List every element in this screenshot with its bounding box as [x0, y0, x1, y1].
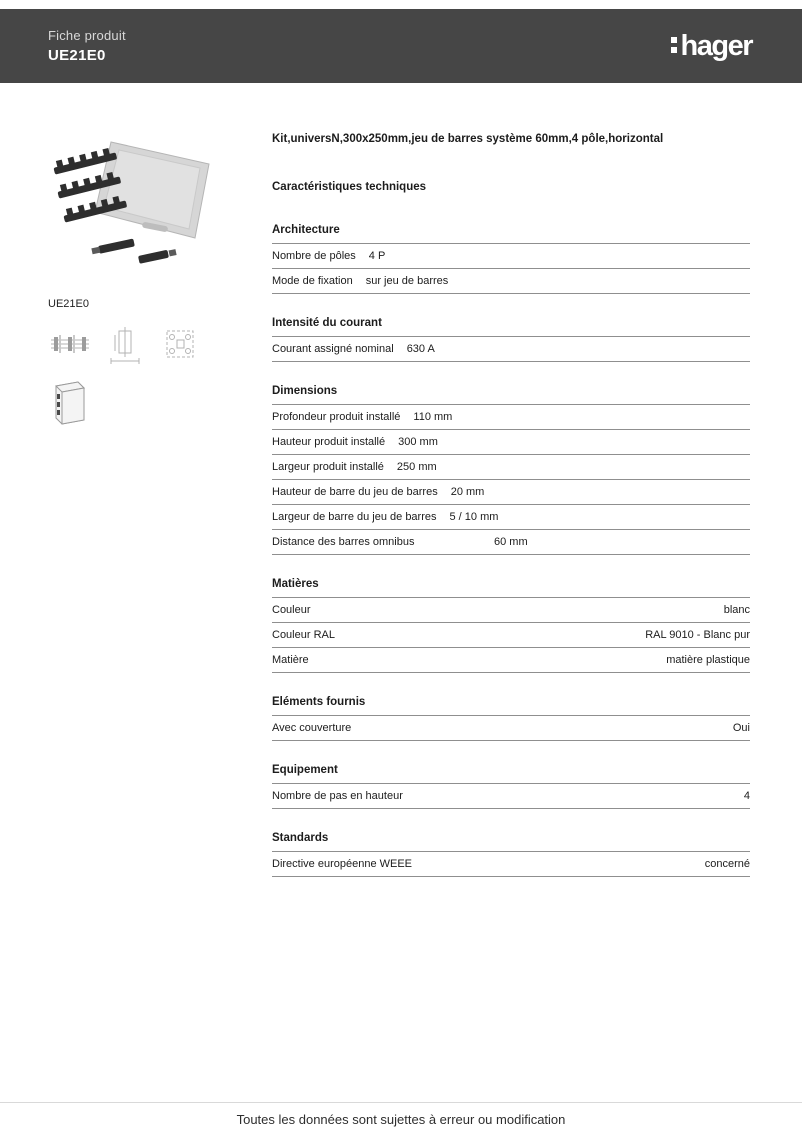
thumbnail-busbar-drawing [48, 323, 92, 367]
spec-row [272, 337, 750, 362]
spec-label: Nombre de pôles [272, 250, 356, 262]
hager-logo [671, 29, 752, 62]
dimension-drawing-icon [103, 323, 147, 367]
section-heading: Standards [272, 832, 750, 852]
hager-logo-dots-icon [671, 37, 677, 53]
spec-label: Courant assigné nominal [272, 343, 394, 355]
page-header [0, 9, 802, 83]
mounting-drawing-icon [158, 323, 202, 367]
spec-section [272, 385, 750, 555]
spec-row [272, 455, 750, 480]
spec-label: Largeur de barre du jeu de barres [272, 511, 437, 523]
spec-label: Directive européenne WEEE [272, 858, 413, 870]
section-rows [272, 784, 750, 809]
section-heading: Dimensions [272, 385, 750, 405]
technical-characteristics-heading: Caractéristiques techniques [272, 181, 427, 193]
spec-label: Distance des barres omnibus [272, 536, 415, 548]
spec-section [272, 832, 750, 877]
spec-label: Hauteur produit installé [272, 436, 386, 448]
product-photo-caption: UE21E0 [48, 298, 89, 310]
spec-section [272, 224, 750, 294]
spec-row [272, 648, 750, 673]
section-heading: Matières [272, 578, 750, 598]
thumbnail-mounting-drawing [158, 323, 202, 367]
busbar-kit-photo-icon [48, 130, 216, 290]
section-rows [272, 337, 750, 362]
spec-value: 110 mm [413, 411, 453, 423]
spec-value: sur jeu de barres [365, 275, 449, 287]
spec-label: Couleur RAL [272, 629, 335, 641]
spec-section [272, 764, 750, 809]
spec-value: blanc [723, 604, 750, 616]
product-reference: UE21E0 [48, 47, 106, 64]
spec-section [272, 317, 750, 362]
spec-row [272, 784, 750, 809]
spec-label: Largeur produit installé [272, 461, 384, 473]
page-content [0, 83, 802, 900]
thumbnail-enclosure-drawing [48, 376, 92, 428]
spec-row [272, 480, 750, 505]
spec-row [272, 598, 750, 623]
section-rows [272, 405, 750, 555]
spec-column [272, 130, 750, 900]
spec-value: 630 A [406, 343, 435, 355]
spec-label: Matière [272, 654, 309, 666]
spec-row [272, 530, 750, 555]
spec-value: 60 mm [494, 536, 528, 548]
section-heading: Eléments fournis [272, 696, 750, 716]
section-rows [272, 852, 750, 877]
spec-value: 300 mm [398, 436, 438, 448]
spec-label: Couleur [272, 604, 311, 616]
spec-row [272, 405, 750, 430]
spec-value: matière plastique [666, 654, 750, 666]
section-rows [272, 716, 750, 741]
spec-row [272, 505, 750, 530]
section-heading: Architecture [272, 224, 750, 244]
spec-row [272, 623, 750, 648]
product-description-title: Kit,universN,300x250mm,jeu de barres système 60mm,4 pôle,horizontal [272, 133, 664, 145]
section-heading: Intensité du courant [272, 317, 750, 337]
section-heading: Equipement [272, 764, 750, 784]
spec-value: Oui [732, 722, 750, 734]
product-media-column [48, 130, 272, 900]
enclosure-drawing-icon [48, 376, 92, 428]
document-type-label: Fiche produit [48, 28, 126, 43]
spec-row [272, 430, 750, 455]
footer-disclaimer: Toutes les données sont sujettes à erreur ou modification [0, 1102, 802, 1127]
spec-value: 20 mm [450, 486, 485, 498]
section-rows [272, 244, 750, 294]
spec-row [272, 716, 750, 741]
spec-value: 4 [743, 790, 750, 802]
spec-section [272, 578, 750, 673]
spec-section [272, 696, 750, 741]
spec-label: Hauteur de barre du jeu de barres [272, 486, 438, 498]
spec-value: RAL 9010 - Blanc pur [645, 629, 750, 641]
hager-logo-text: hager [680, 29, 752, 62]
spec-label: Profondeur produit installé [272, 411, 401, 423]
spec-value: 250 mm [396, 461, 437, 473]
header-titles [48, 28, 126, 64]
spec-label: Nombre de pas en hauteur [272, 790, 403, 802]
spec-label: Mode de fixation [272, 275, 353, 287]
spec-row [272, 269, 750, 294]
product-photo [48, 130, 216, 290]
thumbnail-dimension-drawing [103, 323, 147, 367]
spec-label: Avec couverture [272, 722, 352, 734]
thumbnail-row [48, 323, 272, 367]
busbar-line-drawing-icon [48, 323, 92, 367]
spec-row [272, 852, 750, 877]
spec-row [272, 244, 750, 269]
spec-sections [272, 224, 750, 877]
spec-value: 4 P [368, 250, 386, 262]
spec-value: concerné [704, 858, 750, 870]
section-rows [272, 598, 750, 673]
spec-value: 5 / 10 mm [449, 511, 499, 523]
